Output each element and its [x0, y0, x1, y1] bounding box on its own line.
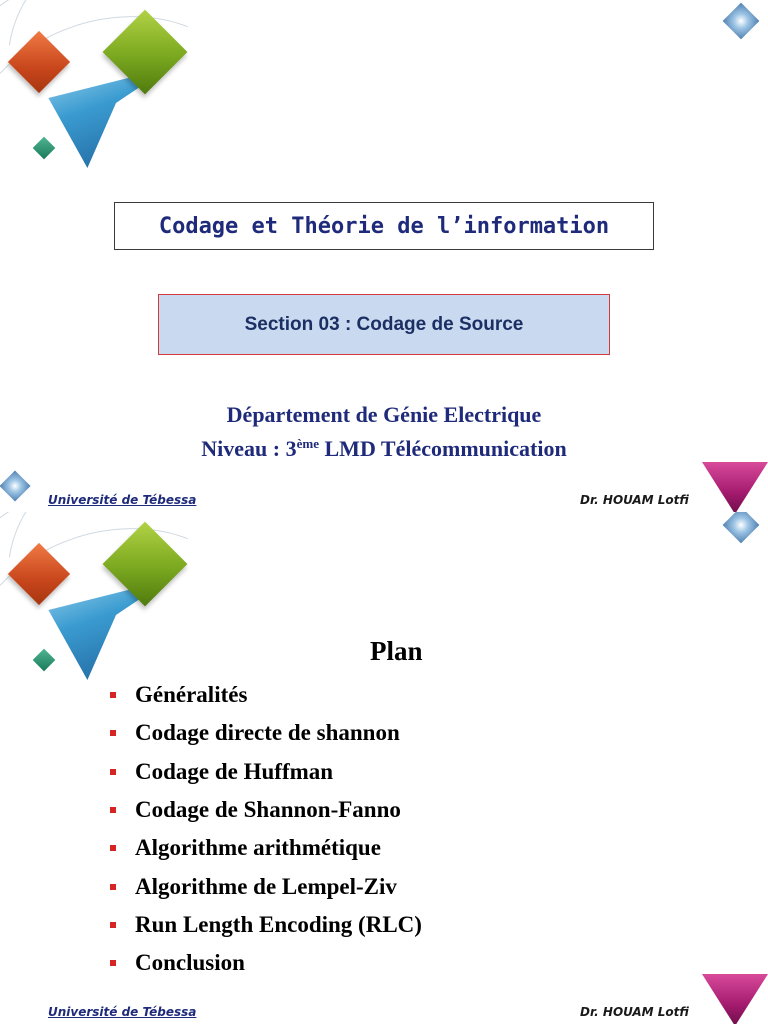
list-item — [110, 944, 422, 982]
list-item-label: Généralités — [135, 682, 248, 708]
list-item-label: Codage de Shannon-Fanno — [135, 797, 401, 823]
section-box — [158, 294, 610, 355]
slide-plan — [0, 512, 768, 1024]
level-prefix: Niveau : 3 — [201, 436, 297, 461]
list-item — [110, 867, 422, 905]
bullet-icon — [110, 692, 116, 698]
list-item — [110, 753, 422, 791]
bullet-icon — [110, 845, 116, 851]
list-item — [110, 714, 422, 752]
bullet-icon — [110, 922, 116, 928]
level-suffix: LMD Télécommunication — [319, 436, 567, 461]
magenta-triangle-shape — [702, 974, 768, 1024]
star-icon — [723, 512, 760, 543]
list-item — [110, 791, 422, 829]
footer-author: Dr. HOUAM Lotfi — [580, 493, 689, 507]
bullet-icon — [110, 884, 116, 890]
section-title: Section 03 : Codage de Source — [244, 313, 524, 335]
plan-list — [110, 676, 422, 982]
list-item-label: Codage de Huffman — [135, 758, 334, 784]
bullet-icon — [110, 960, 116, 966]
bullet-icon — [110, 769, 116, 775]
department-line: Département de Génie Electrique — [226, 402, 542, 427]
star-icon — [723, 3, 760, 40]
list-item — [110, 829, 422, 867]
star-icon — [0, 470, 31, 501]
list-item — [110, 676, 422, 714]
plan-title: Plan — [370, 636, 423, 666]
footer-university: Université de Tébessa — [48, 1005, 197, 1019]
list-item-label: Codage directe de shannon — [135, 720, 400, 746]
magenta-triangle-shape — [702, 462, 768, 512]
bullet-icon — [110, 807, 116, 813]
list-item-label: Algorithme arithmétique — [135, 835, 381, 861]
course-title: Codage et Théorie de l’information — [158, 213, 610, 239]
list-item — [110, 906, 422, 944]
level-line — [0, 436, 768, 462]
footer-author: Dr. HOUAM Lotfi — [580, 1005, 689, 1019]
slide-title-box — [114, 202, 654, 250]
list-item-label: Conclusion — [135, 950, 245, 976]
list-item-label: Algorithme de Lempel-Ziv — [135, 873, 397, 899]
bullet-icon — [110, 730, 116, 736]
footer-university: Université de Tébessa — [48, 493, 197, 507]
level-superscript: ème — [296, 436, 319, 451]
list-item-label: Run Length Encoding (RLC) — [135, 911, 422, 937]
